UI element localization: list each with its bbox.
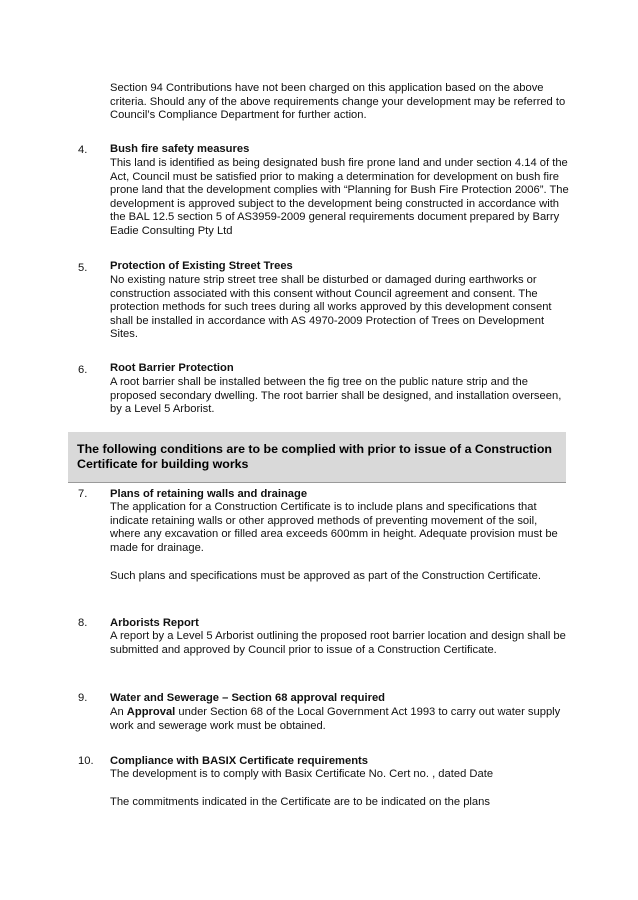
condition-9-title: Water and Sewerage – Section 68 approval required	[110, 692, 386, 704]
condition-9-body-approval: Approval	[126, 706, 176, 718]
condition-4-title: Bush fire safety measures	[110, 143, 250, 155]
condition-10-title: Compliance with BASIX Certificate requirements	[110, 755, 368, 767]
condition-7-title: Plans of retaining walls and drainage	[110, 488, 308, 500]
condition-9-body-prefix: An	[110, 706, 127, 718]
condition-9-body-suffix: under Section 68 of the Local Government Act 1993 to carry out water supply work and sewerage work must be obtained.	[110, 706, 561, 732]
condition-8-number: 8.	[78, 617, 88, 629]
condition-10-number: 10.	[78, 755, 94, 767]
condition-10-body-2: The commitments indicated in the Certificate are to be indicated on the plans	[110, 796, 490, 808]
condition-5-title: Protection of Existing Street Trees	[110, 260, 293, 272]
condition-4-number: 4.	[78, 144, 88, 156]
condition-5-number: 5.	[78, 262, 88, 274]
condition-10-body: The development is to comply with Basix Certificate No. Cert no. , dated Date	[110, 768, 494, 780]
condition-6-title: Root Barrier Protection	[110, 362, 234, 374]
condition-6-body: A root barrier shall be installed between the fig tree on the public nature strip and the proposed secondary dwelling. The root barrier shall be designed, and installation overseen, by a Level 5 Arborist.	[110, 376, 562, 416]
condition-8-body: A report by a Level 5 Arborist outlining the proposed root barrier location and design shall be submitted and approved by Council prior to issue of a Construction Certificate.	[110, 630, 566, 656]
section-heading-banner	[68, 432, 566, 483]
condition-7-body-2: Such plans and specifications must be approved as part of the Construction Certificate.	[110, 570, 541, 582]
condition-5-body: No existing nature strip street tree shall be disturbed or damaged during earthworks or construction associated with this consent without Council agreement and consent. The protection methods for such trees during all works approved by this development consent shall be installed in accordance with AS 4970-2009 Protection of Trees on Development Sites.	[110, 274, 552, 341]
condition-6-number: 6.	[78, 364, 88, 376]
condition-7-number: 7.	[78, 488, 88, 500]
condition-4-body: This land is identified as being designated bush fire prone land and under section 4.14 of the Act, Council must be satisfied prior to making a determination for development on bush fire prone land that the development complies with “Planning for Bush Fire Protection 2006”. The development is approved subject to the development being constructed in accordance with the BAL 12.5 section 5 of AS3959-2009 general requirements document prepared by Barry Eadie Consulting Pty Ltd	[110, 157, 569, 237]
condition-9-body	[110, 706, 570, 733]
condition-8-title: Arborists Report	[110, 617, 199, 629]
intro-paragraph: Section 94 Contributions have not been charged on this application based on the above criteria. Should any of the above requirements change your development may be referred to Council’s Compliance Department for further action.	[110, 82, 566, 122]
condition-9-number: 9.	[78, 692, 88, 704]
condition-7-body: The application for a Construction Certificate is to include plans and specifications that indicate retaining walls or other approved methods of preventing movement of the soil, where any excavation or filled area exceeds 600mm in height. Adequate provision must be made for drainage.	[110, 501, 558, 554]
section-heading: The following conditions are to be complied with prior to issue of a Construction Certificate for building works	[77, 442, 552, 471]
